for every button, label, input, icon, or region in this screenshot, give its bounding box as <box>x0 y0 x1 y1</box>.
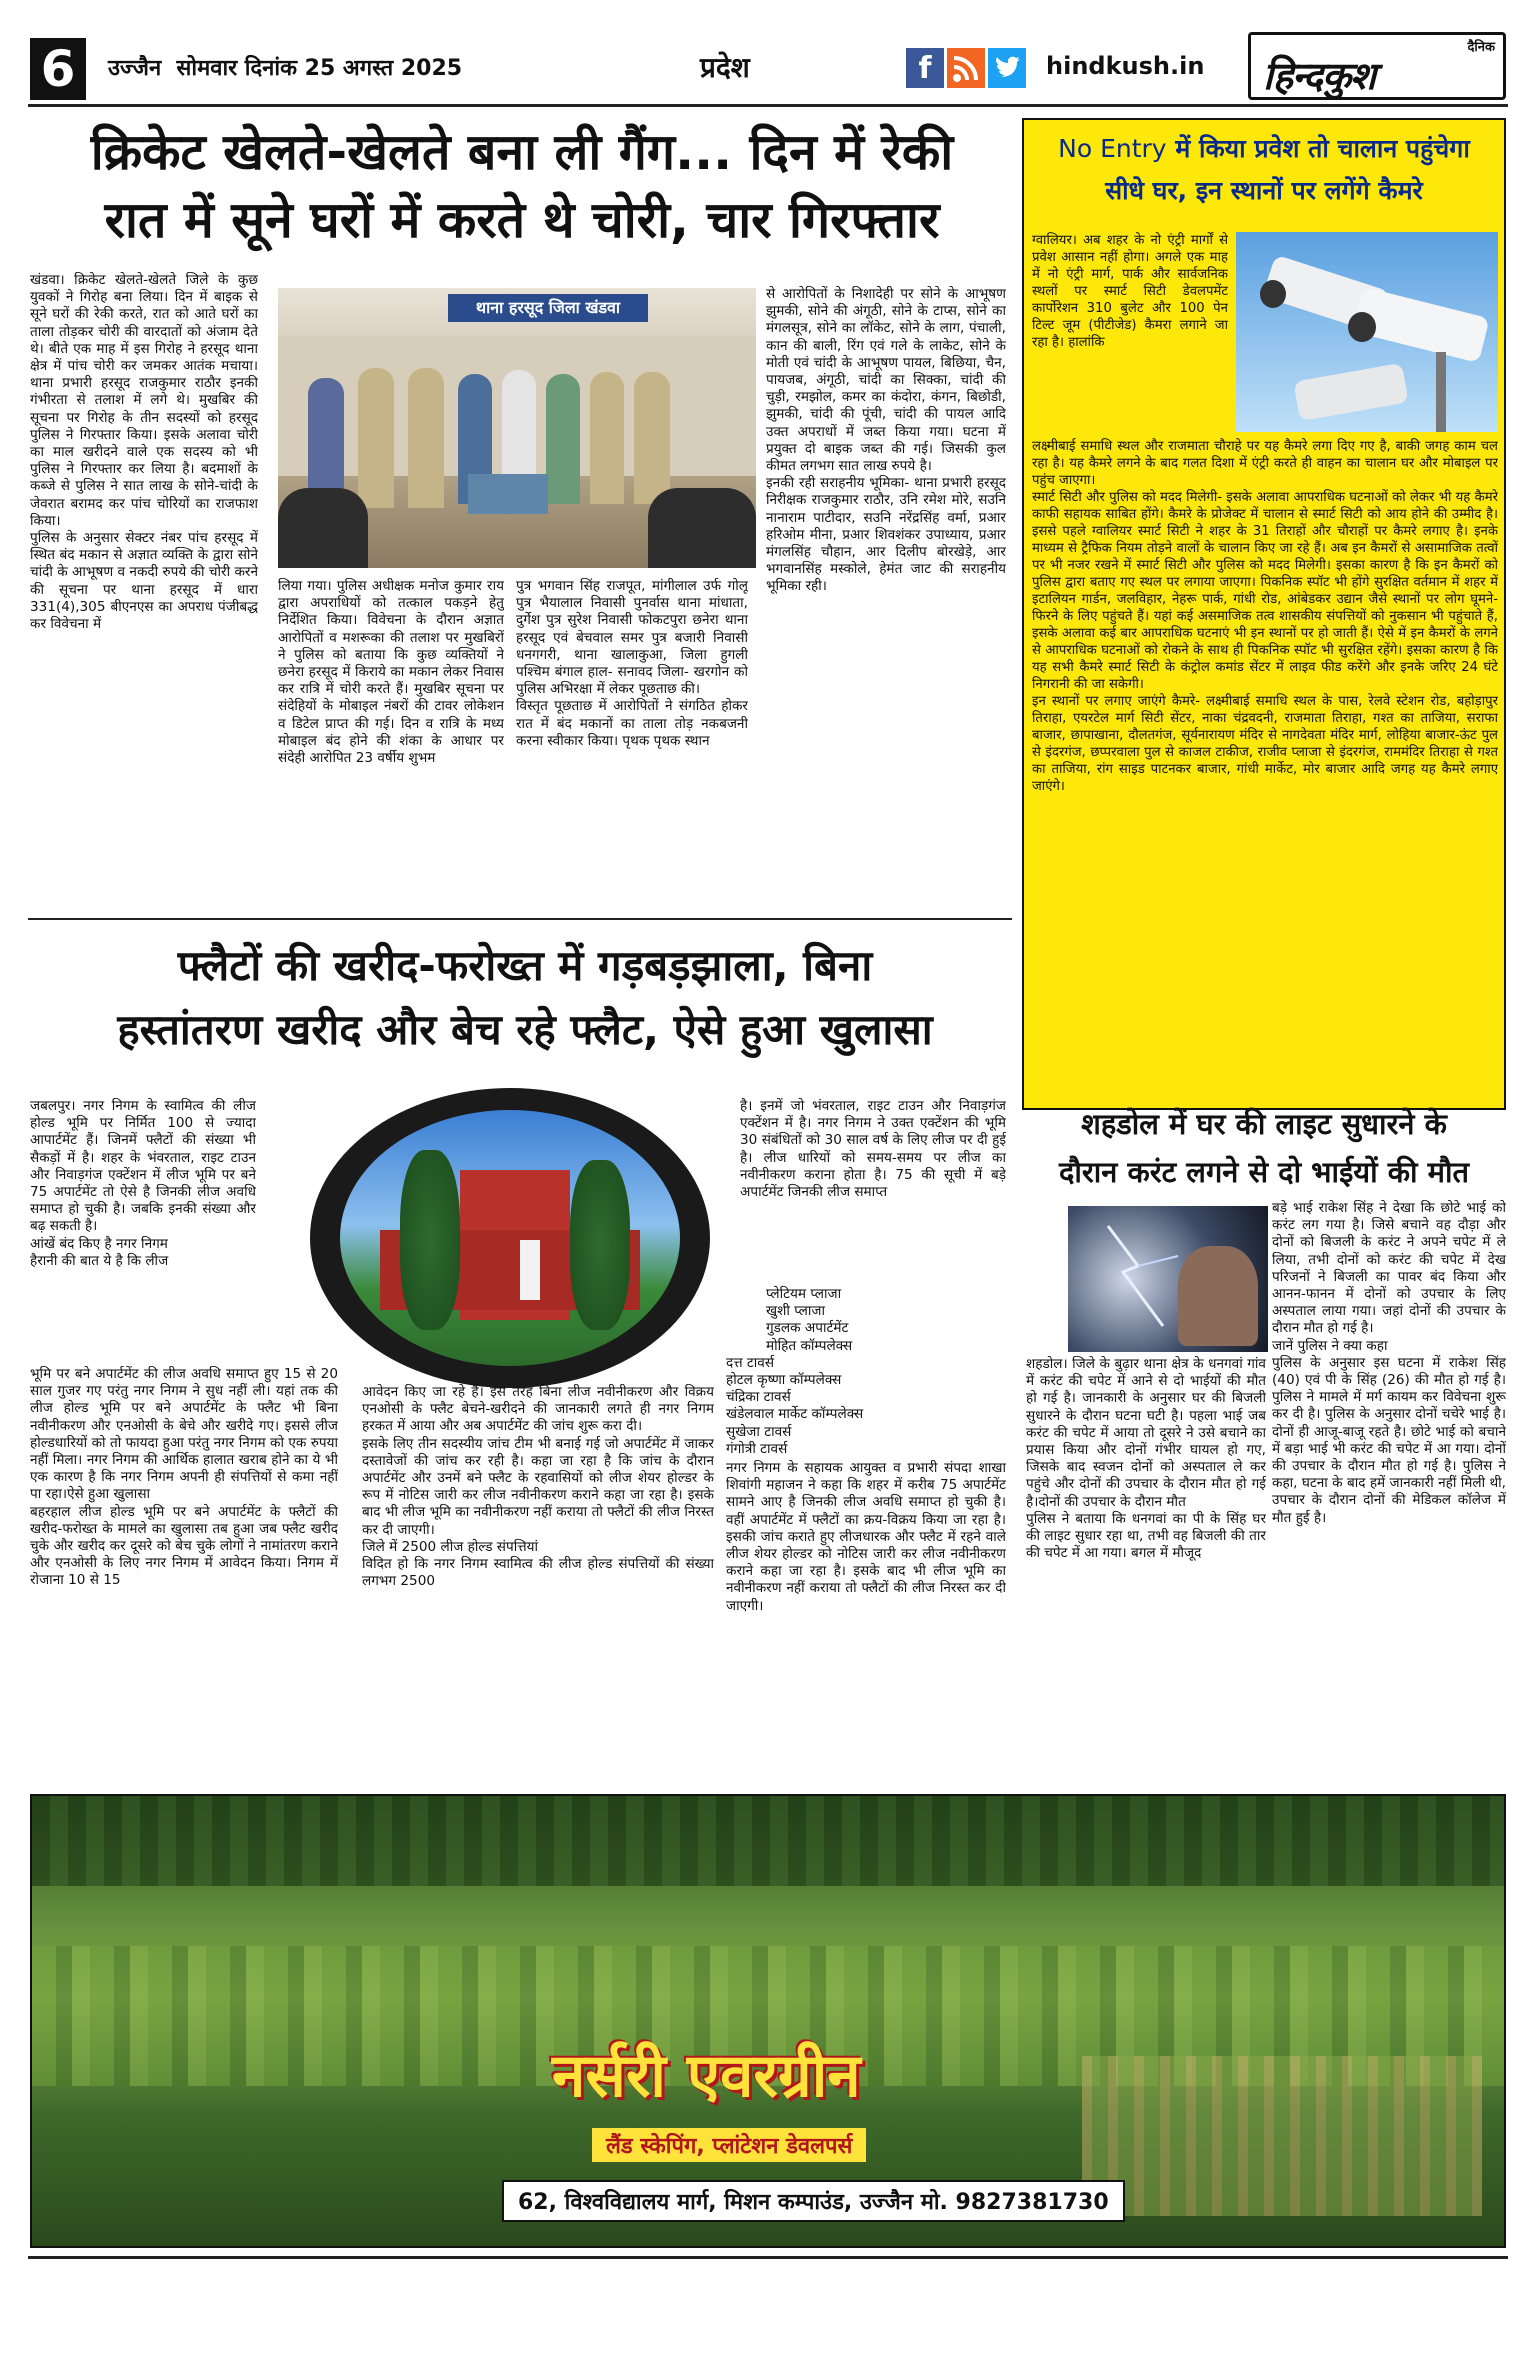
story2-body: लक्ष्मीबाई समाधि स्थल और राजमाता चौराहे पर यह कैमरे लगा दिए गए है, बाकी जगह काम चल रहा है। यह कैमरे लगने के बाद गलत दिशा में एंट्री करते ही वाहन का चालान घर और मोबाइल पर पहुंच जाएगा। स्मार्ट सिटी और पुलिस को मदद मिलेगी- इसके अलावा आपराधिक घटनाओं को लेकर भी यह कैमरे काफी सहायक साबित होंगे। कैमरे के प्रोजेक्ट में चालान से स्मार्ट सिटी को आय होने की उम्मीद है। इससे पहले ग्वालियर स्मार्ट सिटी ने शहर के 31 तिराहों और चौराहों पर कैमरे लगाए है। इनके माध्यम से ट्रैफिक नियम तोड़ने वालों के चालान किए जा रहे हैं। अब इन कैमरों से असामाजिक तत्वों पर भी नजर रखने में स्मार्ट सिटी और पुलिस को मदद मिलेगी। इसका कारण है कि इन कैमरों को पुलिस द्वारा बताए गए स्थल पर लगाया जाएगा। पिकनिक स्पॉट भी होंगे सुरक्षित वर्तमान में शहर में इटालियन गार्डन, जलविहार, नेहरू पार्क, गांधी रोड, आंबेडकर उद्यान जैसे स्थानों पर लोग घूमने-फिरने के लिए पहुंचते हैं। यहां कई असमाजिक तत्व शासकीय संपत्तियों को नुकसान भी पहुंचाते हैं, इसके अलावा कई बार आपराधिक घटनाएं भी इन स्थानों पर हो जाती हैं। ऐसे में इन कैमरों के लगने से आपराधिक घटनाओं को रोकने के साथ ही पिकनिक स्पॉट भी सुरक्षित रहेंगे। इसका कारण है कि यह सभी कैमरे स्मार्ट सिटी के कंट्रोल कमांड सेंटर में लाइव फीड करेंगे और इनके जरिए 24 घंटे निगरानी की जा सकेगी। इन स्थानों पर लगाए जाएंगे कैमरे- लक्ष्मीबाई समाधि स्थल के पास, रेलवे स्टेशन रोड, बहोड़ापुर तिराहा, एयरटेल मार्ग सिटी सेंटर, नाका चंद्रवदनी, राजमाता तिराहा, गश्त का ताजिया, सराफा बाजार, छापाखाना, दौलतगंज, सूर्यनारायण मंदिर से नागदेवता मंदिर मार्ग, लोहिया बाजार-ऊंट पुल से इंदरगंज, छप्परवाला पुल से काजल टाकीज, राजीव प्लाजा से इंदरगंज, राममंदिर तिराहा से गश्त का ताजिया, रांग साइड पाटनकर बाजार, गांधी मार्केट, मोर बाजार आदि जगह यह कैमरे लगाए जाएंगे। <box>1032 439 1498 794</box>
nursery-address: 62, विश्वविद्यालय मार्ग, मिशन कम्पाउंड, उज्जैन मो. 9827381730 <box>502 2180 1125 2222</box>
apartment-item: गंगोत्री टावर्स <box>726 1440 788 1457</box>
story1-photo <box>278 288 756 568</box>
no-entry-text: No Entry <box>1058 134 1167 163</box>
story1-col4: से आरोपितों के निशादेही पर सोने के आभूषण झुमकी, सोने की अंगूठी, सोने के टाप्स, सोने का मंगलसूत्र, सोने का लॉकेट, सोने के लाग, पंचाली, कान की बाली, रिंग एवं गले के लाकेट, सोने के मोती एवं चांदी के आभूषण पायल, बिछिया, चैन, पायजब, अंगूठी, चांदी का सिक्का, चांदी की चुड़ी, रमझोल, कमर का कंदोरा, कंगन, बिछोडी, झुमकी, चांदी की पूंची, चांदी की पायल आदि उक्त अपराधों में जब्त किया गया। घटना में प्रयुक्त दो बाइक जब्त की गई। जिसकी कुल कीमत लगभग सात लाख रुपये है। इनकी रही सराहनीय भूमिका- थाना प्रभारी हरसूद निरीक्षक राजकुमार राठौर, उनि रमेश मोरे, सउनि नानाराम पाटीदार, सउनि नरेंद्रसिंह वर्मा, प्रआर हरिओम मीना, प्रआर शिवशंकर उपाध्याय, प्रआर मंगलसिंह चौहान, आर दिलीप बोरखेड़े, आर भगवानसिंह मस्कोले, हेमंत जाट की सराहनीय भूमिका रही। <box>766 286 1006 595</box>
social-icons <box>906 48 1026 88</box>
story3-col1: भूमि पर बने अपार्टमेंट की लीज अवधि समाप्त हुए 15 से 20 साल गुजर गए परंतु नगर निगम ने सुध नहीं ली। यहां तक की लीज होल्ड भूमि पर बने अपार्टमेंट के फ्लैट भी बिना नवीनीकरण और एनओसी के बेचे और खरीदे गए। इससे लीज होल्डधारियों को तो फायदा हुआ परंतु नगर निगम को एक रुपया नहीं मिला। नगर निगम की आर्थिक हालात खराब होने का ये भी एक कारण है कि नगर निगम अपनी ही संपत्तियों से कमा नहीं पा रहा।ऐसे हुआ खुलासा बहरहाल लीज होल्ड भूमि पर बने अपार्टमेंट के फ्लैटों की खरीद-फरोख्त के मामले का खुलासा तब हुआ जब फ्लैट खरीद चुके और खरीद कर दूसरे को बेच चुके लोगों ने नामांतरण कराने और एनओसी के लिए नगर निगम में आवेदन किया। निगम में रोजाना 10 से 15 <box>30 1366 338 1589</box>
facebook-icon[interactable]: f <box>906 48 944 88</box>
story3-col3-top: है। इनमें जो भंवरताल, राइट टाउन और निवाड़गंज एक्टेंशन में है। नगर निगम ने उक्त एक्टेंशन की भूमि 30 संबंधितों को 30 साल वर्ष के लिए लीज पर दी हुई है। लीज धारियों को समय-समय पर लीज का नवीनीकरण कराना होता है। 75 की सूची में बड़े अपार्टमेंट जिनकी लीज समाप्त <box>740 1098 1006 1201</box>
divider-rule <box>28 918 1012 920</box>
story1-col3: पुत्र भगवान सिंह राजपूत, मांगीलाल उर्फ गोलू पुत्र भैयालाल निवासी पुनर्वास थाना मांधाता, दुर्गेश पुत्र सुरेश निवासी फोकटपुरा छनेरा थाना हरसूद एवं बेचवाल समर पुत्र बजारी निवासी धनगगरी, थाना खालाकुआ, जिला हुगली पश्चिम बंगाल हाल- सनावद जिला- खरगोन को पुलिस अभिरक्षा में लेकर पूछताछ की। विस्तृत पूछताछ में आरोपितों ने संगठित होकर रात में बंद मकानों का ताला तोड़ नकबजनी करना स्वीकार किया। पृथक पृथक स्थान <box>516 578 748 749</box>
apartment-item: खंडेलवाल मार्केट कॉम्पलेक्स <box>726 1406 864 1423</box>
apartment-item: प्लेटियम प्लाजा <box>766 1286 842 1302</box>
police-station-sign: थाना हरसूद जिला खंडवा <box>448 294 648 322</box>
paper-tag: दैनिक <box>1467 40 1495 55</box>
masthead-rule <box>28 104 1508 107</box>
nursery-name: नर्सरी एवरग्रीन <box>552 2041 861 2111</box>
story4-col-left: शहडोल। जिले के बुढ़ार थाना क्षेत्र के धनगवां गांव में करंट की चपेट में आने से दो भाईयों की मौत हो गई है। जानकारी के अनुसार घर की बिजली सुधारने के दौरान घटना घटी है। पहला भाई जब करंट की चपेट में आया तो दूसरे ने उसे बचाने का प्रयास किया और दोनों गंभीर घायल हो गए, जिसके बाद स्वजन दोनों को अस्पताल ले कर पहुंचे और दोनों की उपचार के दौरान मौत हो गई है।दोनों की उपचार के दौरान मौत पुलिस ने बताया कि धनगवां का पी के सिंह घर की लाइट सुधार रहा था, तभी वह बिजली की तार की चपेट में आ गया। बगल में मौजूद <box>1026 1356 1266 1562</box>
story3-col1-top: जबलपुर। नगर निगम के स्वामित्व की लीज होल्ड भूमि पर निर्मित 100 से ज्यादा आपार्टमेंट हैं। जिनमें फ्लैटों की संख्या भी सैकड़ों में है। शहर के भंवरताल, राइट टाउन और निवाड़गंज एक्टेंशन में लीज भूमि पर बने 75 अपार्टमेंट तो ऐसे है जिनकी लीज अवधि समाप्त हो चुकी है। जबकि इनकी संख्या और बढ़ सकती है। आंखें बंद किए है नगर निगम हैरानी की बात ये है कि लीज <box>30 1098 256 1269</box>
apartment-item: चंद्रिका टावर्स <box>726 1389 791 1406</box>
story4-photo <box>1068 1206 1268 1352</box>
apartment-list <box>726 1286 1006 1458</box>
cctv-photo <box>1236 232 1498 432</box>
paper-logo <box>1248 32 1506 100</box>
apartment-item: खुशी प्लाजा <box>766 1303 825 1320</box>
paper-name: हिन्दकुश <box>1263 54 1375 98</box>
apartment-item: होटल कृष्णा कॉम्पलेक्स <box>726 1372 842 1389</box>
story3-col2: आवेदन किए जा रहे हैं। इस तरह बिना लीज नवीनीकरण और विक्रय एनओसी के फ्लैट बेचने-खरीदने की जानकारी लगते ही नगर निगम हरकत में आया और अब अपार्टमेंट की जांच शुरू करा दी। इसके लिए तीन सदस्यीय जांच टीम भी बनाई गई जो अपार्टमेंट में जाकर दस्तावेजों की जांच कर रही है। कहा जा रहा है कि जांच के दौरान अपार्टमेंट और उनमें बने फ्लैट के रहवासियों को लीज शेयर होल्डर के रूप में नोटिस जारी कर लीज नवीनीकरण कराने कहा जा रहा है। इसके बाद भी लीज भूमि का नवीनीकरण नहीं कराया तो फ्लैटों की लीज निरस्त कर दी जाएगी। जिले में 2500 लीज होल्ड संपत्तियां विदित हो कि नगर निगम स्वामित्व की लीज होल्ड संपत्तियों की संख्या लगभग 2500 <box>362 1384 714 1590</box>
section-label: प्रदेश <box>700 51 750 84</box>
apartment-item: गुडलक अपार्टमेंट <box>766 1320 849 1337</box>
apartment-item: मोहित कॉम्पलेक्स <box>766 1337 853 1354</box>
website-link[interactable]: hindkush.in <box>1046 52 1205 80</box>
nursery-tagline: लैंड स्केपिंग, प्लांटेशन डेवलपर्स <box>592 2128 866 2162</box>
rss-icon[interactable] <box>947 48 985 88</box>
twitter-icon[interactable] <box>988 48 1026 88</box>
dateline: उज्जैन सोमवार दिनांक 25 अगस्त 2025 <box>108 56 463 81</box>
story3-col3-bottom: नगर निगम के सहायक आयुक्त व प्रभारी संपदा शाखा शिवांगी महाजन ने कहा कि शहर में करीब 75 अपार्टमेंट सामने आए है जिनकी लीज अवधि समाप्त हो चुकी है। वहीं अपार्टमेंट में फ्लैटों का क्रय-विक्रय किया जा रहा है। इसकी जांच कराते हुए लीजधारक और फ्लैट में रहने वाले लीज शेयर होल्डर को नोटिस जारी कर लीज नवीनीकरण कराने कहा जा रहा है। इसके बाद भी लीज भूमि का नवीनीकरण नहीं कराया तो फ्लैटों की लीज निरस्त कर दी जाएगी। <box>726 1460 1006 1614</box>
story2-headline: No Entry में किया प्रवेश तो चालान पहुंचेगा सीधे घर, इन स्थानों पर लगेंगे कैमरे <box>1058 134 1470 205</box>
story3-headline: फ्लैटों की खरीद-फरोख्त में गड़बड़झाला, बिना हस्तांतरण खरीद और बेच रहे फ्लैट, ऐसे हुआ खुलासा <box>117 941 933 1054</box>
story1-headline: क्रिकेट खेलते-खेलते बना ली गैंग... दिन में रेकी रात में सूने घरों में करते थे चोरी, चार गिरफ्तार <box>90 123 954 249</box>
page-number: 6 <box>30 38 86 100</box>
story1-col1: खंडवा। क्रिकेट खेलते-खेलते जिले के कुछ युवकों ने गिरोह बना लिया। दिन में बाइक से सूने घरों की रेकी करते, रात को आते घरों का ताला तोड़कर चोरी की वारदातों को अंजाम देते थे। बीते एक माह में इस गिरोह ने हरसूद थाना क्षेत्र में पांच चोरी कर जमकर आतंक मचाया। थाना प्रभारी हरसूद राजकुमार राठौर इनकी गंभीरता से तलाश में लगे थे। मुखबिर की सूचना पर गिरोह के तीन सदस्यों को हरसूद पुलिस ने गिरफ्तार किया। इसके अलावा चोरी का माल खरीदने वाले एक सदस्य को भी पुलिस ने गिरफ्तार कर लिया है। बदमाशों के कब्जे से पुलिस ने सात लाख के सोने-चांदी के जेवरात बरामद कर पांच चोरियों का राजफाश किया। पुलिस के अनुसार सेक्टर नंबर पांच हरसूद में स्थित बंद मकान से अज्ञात व्यक्ति के द्वारा सोने चांदी के आभूषण व नकदी रुपये की चोरी करने की सूचना पर थाना हरसूद में धारा 331(4),305 बीएनएस का अपराध पंजीबद्ध कर विवेचना में <box>30 272 258 633</box>
story1-col2: लिया गया। पुलिस अधीक्षक मनोज कुमार राय द्वारा अपराधियों को तत्काल पकड़ने हेतु निर्देशित किया। विवेचना के दौरान अज्ञात आरोपितों व मशरूका की तलाश पर मुखबिरों ने पुलिस को बताया कि कुछ व्यक्तियों ने छनेरा हरसूद में किराये का मकान लेकर निवास कर रात्रि में चोरी करते हैं। मुखबिर सूचना पर संदेहियों के मोबाइल नंबरों की टावर लोकेशन व डिटेल प्राप्त की गई। दिन व रात्रि के मध्य मोबाइल बंद होने की शंका के आधार पर संदेही आरोपित 23 वर्षीय शुभम <box>278 578 504 767</box>
nursery-ad <box>30 1794 1506 2248</box>
story4-headline: शहडोल में घर की लाइट सुधारने के दौरान करंट लगने से दो भाईयों की मौत <box>1058 1107 1470 1189</box>
story4-col-right: बड़े भाई राकेश सिंह ने देखा कि छोटे भाई को करंट लग गया है। जिसे बचाने वह दौड़ा और दोनों को बिजली के करंट ने अपने चपेट में ले लिया, तभी दोनों को करंट की चपेट में देख परिजनों ने बिजली का पावर बंद किया और आनन-फानन में दोनों को उपचार के लिए अस्पताल लाया गया। जहां दोनों की उपचार के दौरान मौत हो गई है। जानें पुलिस ने क्या कहा पुलिस के अनुसार इस घटना में राकेश सिंह (40) एवं पी के सिंह (26) की मौत हो गई है। पुलिस ने मामले में मर्ग कायम कर विवेचना शुरू कर दी है। पुलिस के अनुसार दोनों चचेरे भाई है। दोनों ही आजू-बाजू रहते है। छोटे भाई को बचाने में बड़ा भाई भी करंट की चपेट में आ गया। दोनों की उपचार के दौरान मौत हो गई है। पुलिस ने कहा, घटना के बाद हमें जानकारी नहीं मिली थी, उपचार के दौरान दोनों की मेडिकल कॉलेज में मौत हुई है। <box>1272 1200 1506 1526</box>
story3-photo <box>290 1088 730 1388</box>
apartment-item: दत्त टावर्स <box>726 1354 775 1371</box>
story2-intro: ग्वालियर। अब शहर के नो एंट्री मार्गों से प्रवेश आसान नहीं होगा। अगले एक माह में नो एंट्री मार्ग, पार्क और सार्वजनिक स्थलों पर स्मार्ट सिटी डेवलपमेंट कार्पोरेशन 310 बुलेट और 100 पेन टिल्ट जूम (पीटीजेड) कैमरा लगाने जा रहा है। हालांकि <box>1032 233 1228 350</box>
bottom-rule <box>28 2256 1508 2259</box>
apartment-item: सुखेजा टावर्स <box>726 1423 792 1440</box>
